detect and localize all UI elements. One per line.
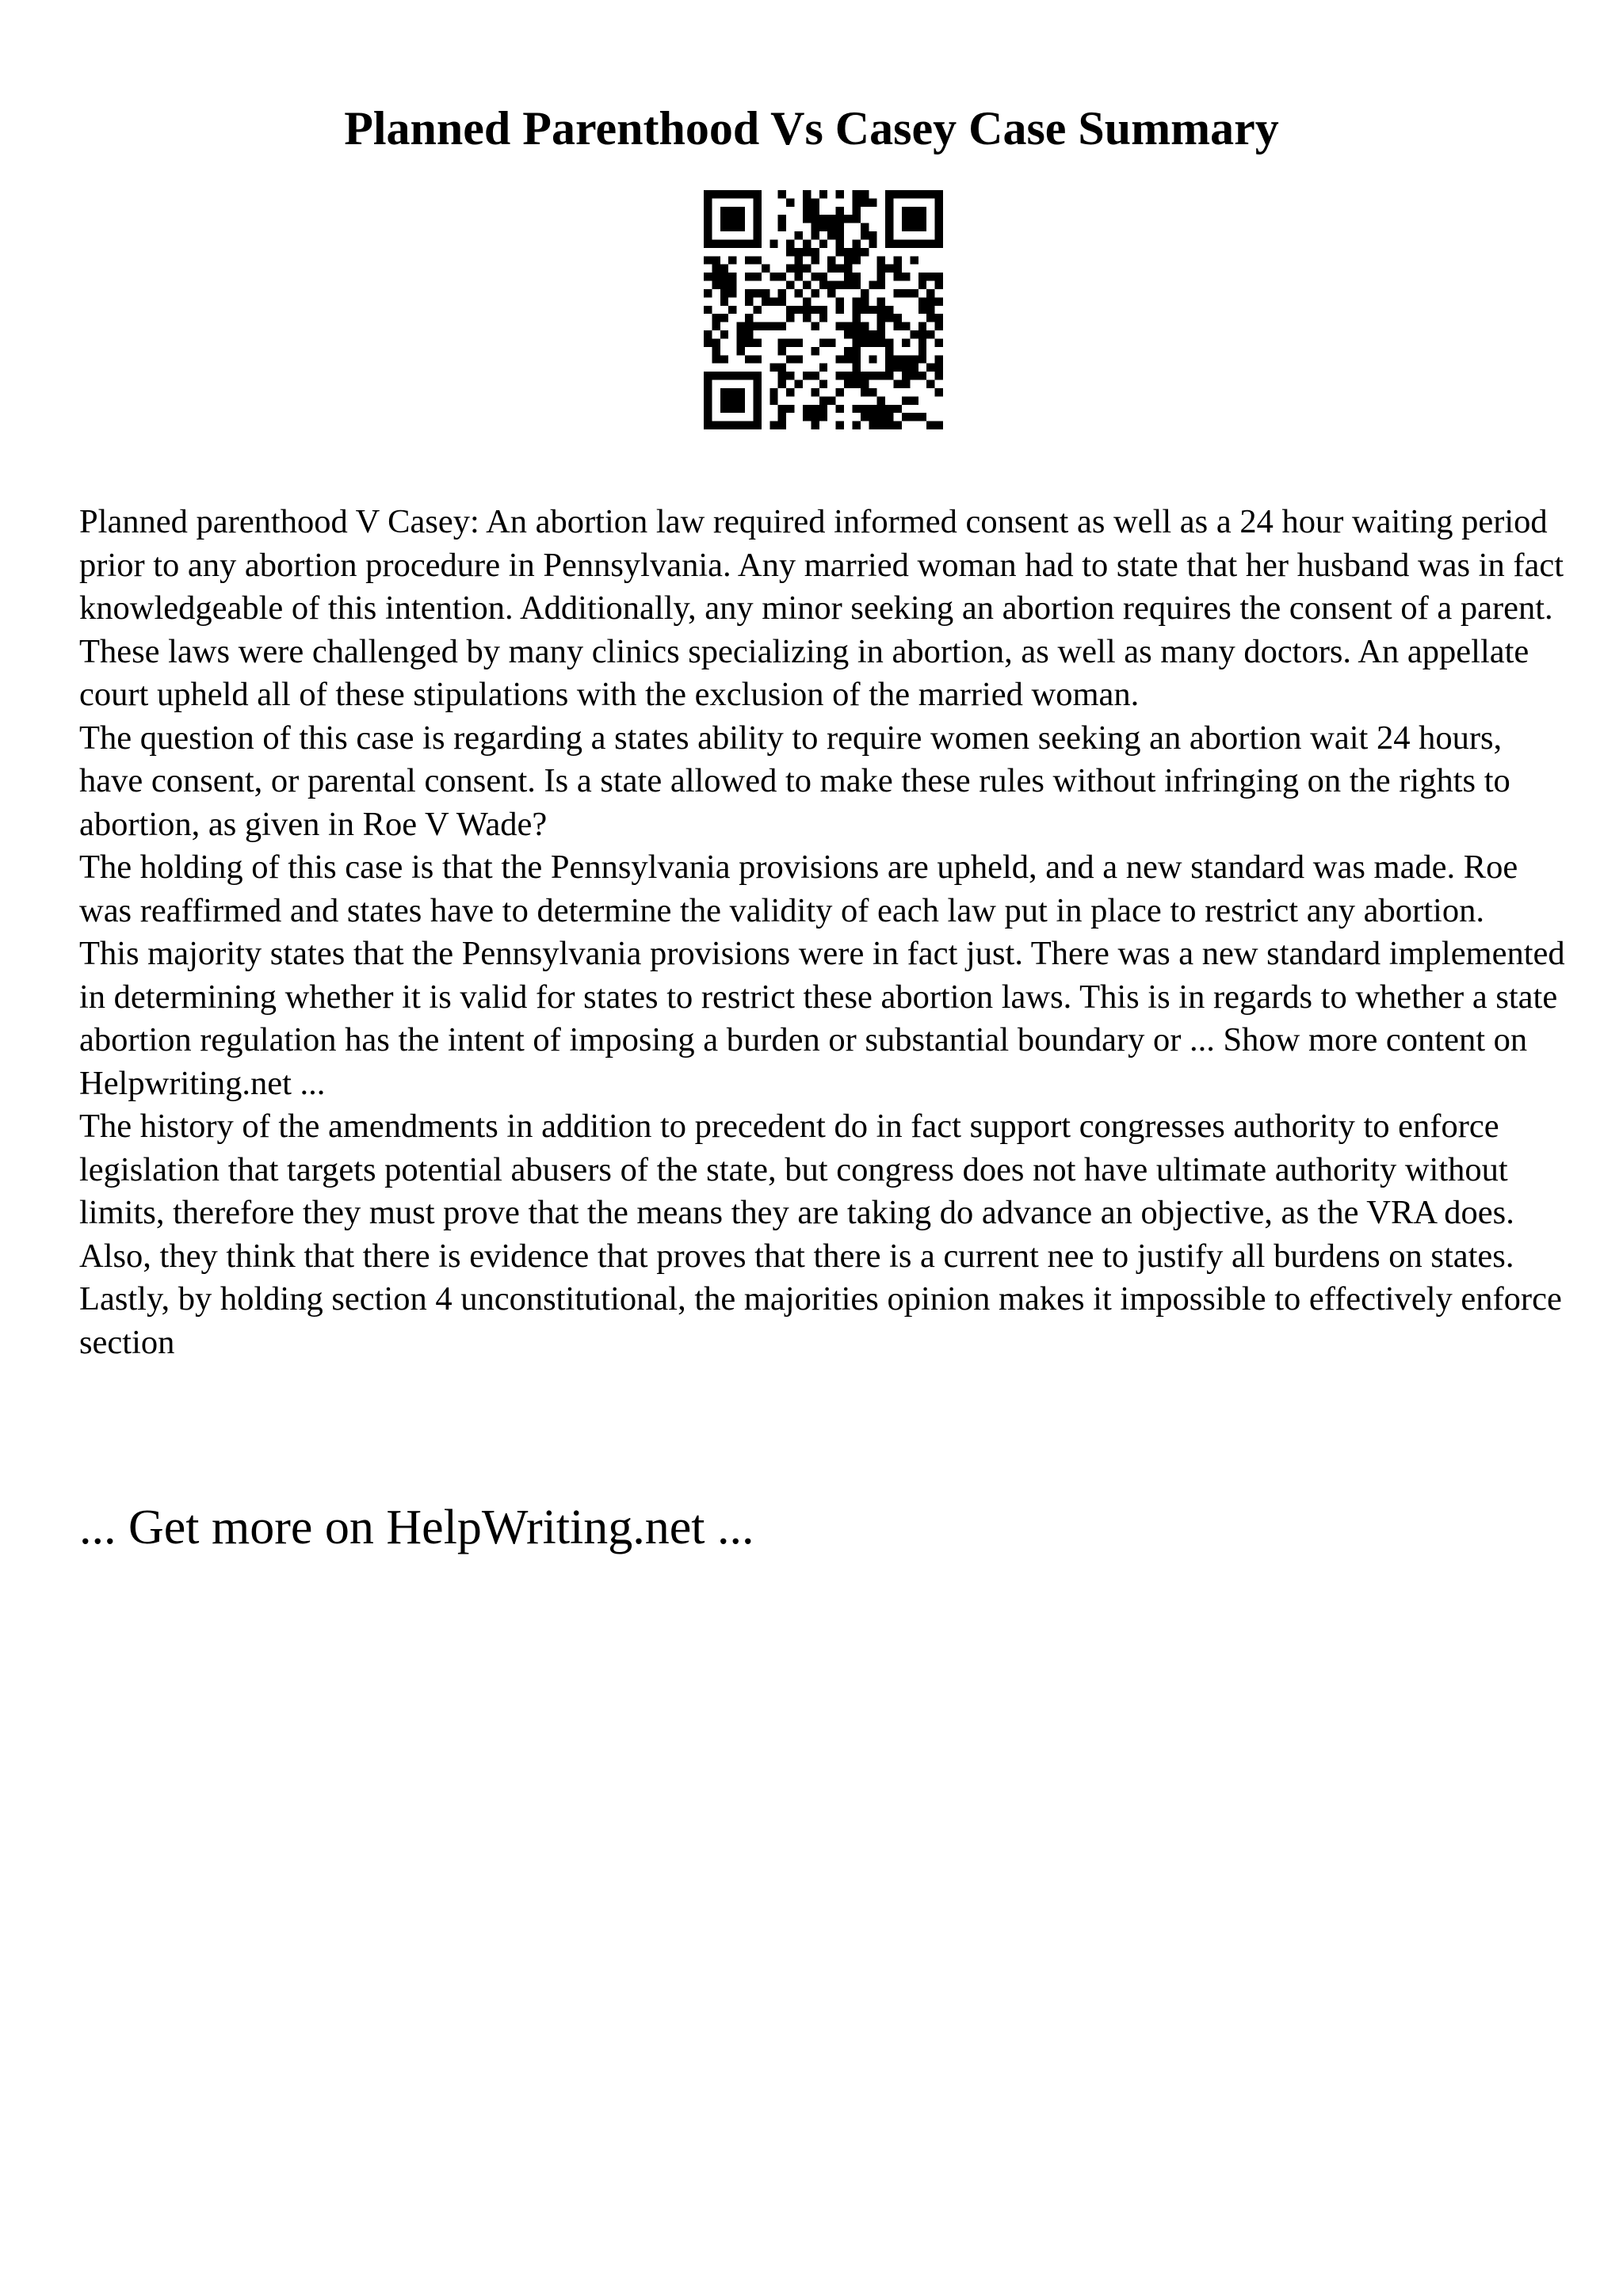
paragraph-majority: This majority states that the Pennsylvania provisions were in fact just. There was a new standard implemented in determining whether it is valid for states to restrict these abortion laws. This is in regards to whether a state abortion regulation has the intent of imposing a burden or substantial boundary or ... Show more content on Helpwriting.net ...	[79, 935, 1565, 1102]
paragraph-question: The question of this case is regarding a states ability to require women seeking an abortion wait 24 hours, have consent, or parental consent. Is a state allowed to make these rules without infringing on the rights to abortion, as given in Roe V Wade?	[79, 719, 1510, 843]
paragraph-history: The history of the amendments in addition to precedent do in fact support congresses authority to enforce legislation that targets potential abusers of the state, but congress does not have ultimate authority without limits, therefore they must prove that the means they are taking do advance an objective, as the VRA does. Also, they think that there is evidence that proves that there is a current nee to justify all burdens on states. Lastly, by holding section 4 unconstitutional, the majorities opinion makes it impossible to effectively enforce section	[79, 1108, 1562, 1361]
document-body	[79, 501, 1569, 1364]
page-title: Planned Parenthood Vs Casey Case Summary	[344, 102, 1279, 154]
paragraph-facts: Planned parenthood V Casey: An abortion law required informed consent as well as a 24 hour waiting period prior to any abortion procedure in Pennsylvania. Any married woman had to state that her husband was in fact knowledgeable of this intention. Additionally, any minor seeking an abortion requires the consent of a parent. These laws were challenged by many clinics specializing in abortion, as well as many doctors. An appellate court upheld all of these stipulations with the exclusion of the married woman.	[79, 503, 1564, 713]
paragraph-holding: The holding of this case is that the Pennsylvania provisions are upheld, and a new standard was made. Roe was reaffirmed and states have to determine the validity of each law put in place to restrict any abortion.	[79, 849, 1518, 929]
get-more-link[interactable]: ... Get more on HelpWriting.net ...	[79, 1501, 754, 1554]
qr-code-icon[interactable]	[704, 190, 943, 429]
